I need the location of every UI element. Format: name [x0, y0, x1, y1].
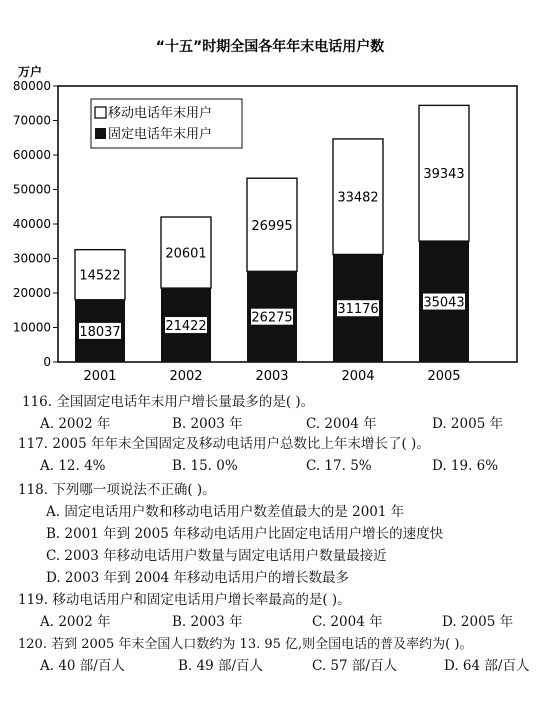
x-tick-label: 2002: [169, 369, 203, 384]
data-label-mobile: 26995: [251, 218, 293, 234]
option-d: D. 2005 年: [432, 416, 504, 432]
option-a: A. 40 部/百人: [40, 658, 125, 674]
option-c: C. 2004 年: [312, 614, 383, 630]
question-117: [18, 438, 430, 452]
question-116: [22, 396, 314, 410]
chart-title: “十五”时期全国各年年末电话用户数: [155, 39, 385, 55]
option-b: B. 49 部/百人: [178, 658, 264, 674]
option-a: A. 12. 4%: [40, 458, 106, 474]
data-label-fixed: 26275: [251, 310, 293, 326]
data-label-mobile: 20601: [165, 246, 207, 262]
statement-a: A. 固定电话用户数和移动电话用户数差值最大的是 2001 年: [46, 504, 405, 520]
option-c: C. 2004 年: [306, 416, 377, 432]
option-a: A. 2002 年: [40, 614, 111, 630]
question-stem: 116. 全国固定电话年末用户增长量最多的是( )。: [22, 394, 315, 410]
y-tick-label: 50000: [12, 182, 51, 197]
y-axis-unit-label: 万户: [18, 65, 43, 79]
statement-d: D. 2003 年到 2004 年移动电话用户的增长数最多: [46, 570, 350, 586]
statement-c: C. 2003 年移动电话用户数量与固定电话用户数量最接近: [46, 548, 387, 564]
y-tick-label: 80000: [12, 79, 51, 93]
x-tick-label: 2004: [341, 369, 375, 384]
legend-swatch-fixed: [95, 128, 106, 139]
data-label-mobile: 14522: [79, 268, 121, 284]
question-stem: 119. 移动电话用户和固定电话用户增长率最高的是( )。: [18, 592, 351, 608]
option-c: C. 57 部/百人: [312, 658, 397, 674]
question-stem: 120. 若到 2005 年末全国人口数约为 13. 95 亿,则全国电话的普及率约为( )。: [18, 637, 473, 652]
data-label-mobile: 33482: [337, 190, 379, 206]
y-tick-label: 60000: [12, 148, 51, 162]
question-118: [18, 484, 216, 498]
option-d: D. 2005 年: [442, 614, 514, 630]
y-tick-label: 30000: [12, 251, 51, 266]
data-label-fixed: 31176: [337, 302, 379, 318]
x-tick-label: 2005: [427, 369, 461, 384]
data-label-mobile: 39343: [423, 167, 465, 183]
x-tick-label: 2001: [83, 369, 117, 384]
x-tick-label: 2003: [255, 369, 289, 384]
y-tick-label: 20000: [12, 286, 51, 300]
legend-label-mobile: 移动电话年末用户: [108, 106, 213, 121]
data-label-fixed: 18037: [79, 324, 121, 340]
question-119: [18, 594, 351, 608]
y-axis: [13, 79, 58, 369]
option-c: C. 17. 5%: [306, 458, 372, 474]
question-stem: 118. 下列哪一项说法不正确( )。: [18, 482, 216, 498]
x-axis: [83, 369, 460, 384]
option-b: B. 15. 0%: [172, 458, 238, 474]
legend-swatch-mobile: [95, 107, 106, 118]
statement-b: B. 2001 年到 2005 年移动电话用户比固定电话用户增长的速度快: [46, 526, 444, 542]
y-tick-label: 0: [43, 355, 51, 369]
option-d: D. 64 部/百人: [444, 658, 530, 674]
y-tick-label: 10000: [12, 320, 51, 335]
option-a: A. 2002 年: [40, 416, 111, 432]
question-120: [18, 638, 472, 651]
option-b: B. 2003 年: [172, 416, 243, 432]
option-d: D. 19. 6%: [432, 458, 499, 474]
y-tick-label: 70000: [12, 113, 51, 128]
y-tick-label: 40000: [12, 217, 51, 231]
option-b: B. 2003 年: [172, 614, 243, 630]
legend: [91, 99, 242, 148]
data-label-fixed: 35043: [423, 295, 465, 311]
legend-label-fixed: 固定电话年末用户: [108, 127, 213, 142]
question-stem: 117. 2005 年年末全国固定及移动电话用户总数比上年末增长了( )。: [18, 436, 430, 452]
data-label-fixed: 21422: [165, 319, 207, 335]
